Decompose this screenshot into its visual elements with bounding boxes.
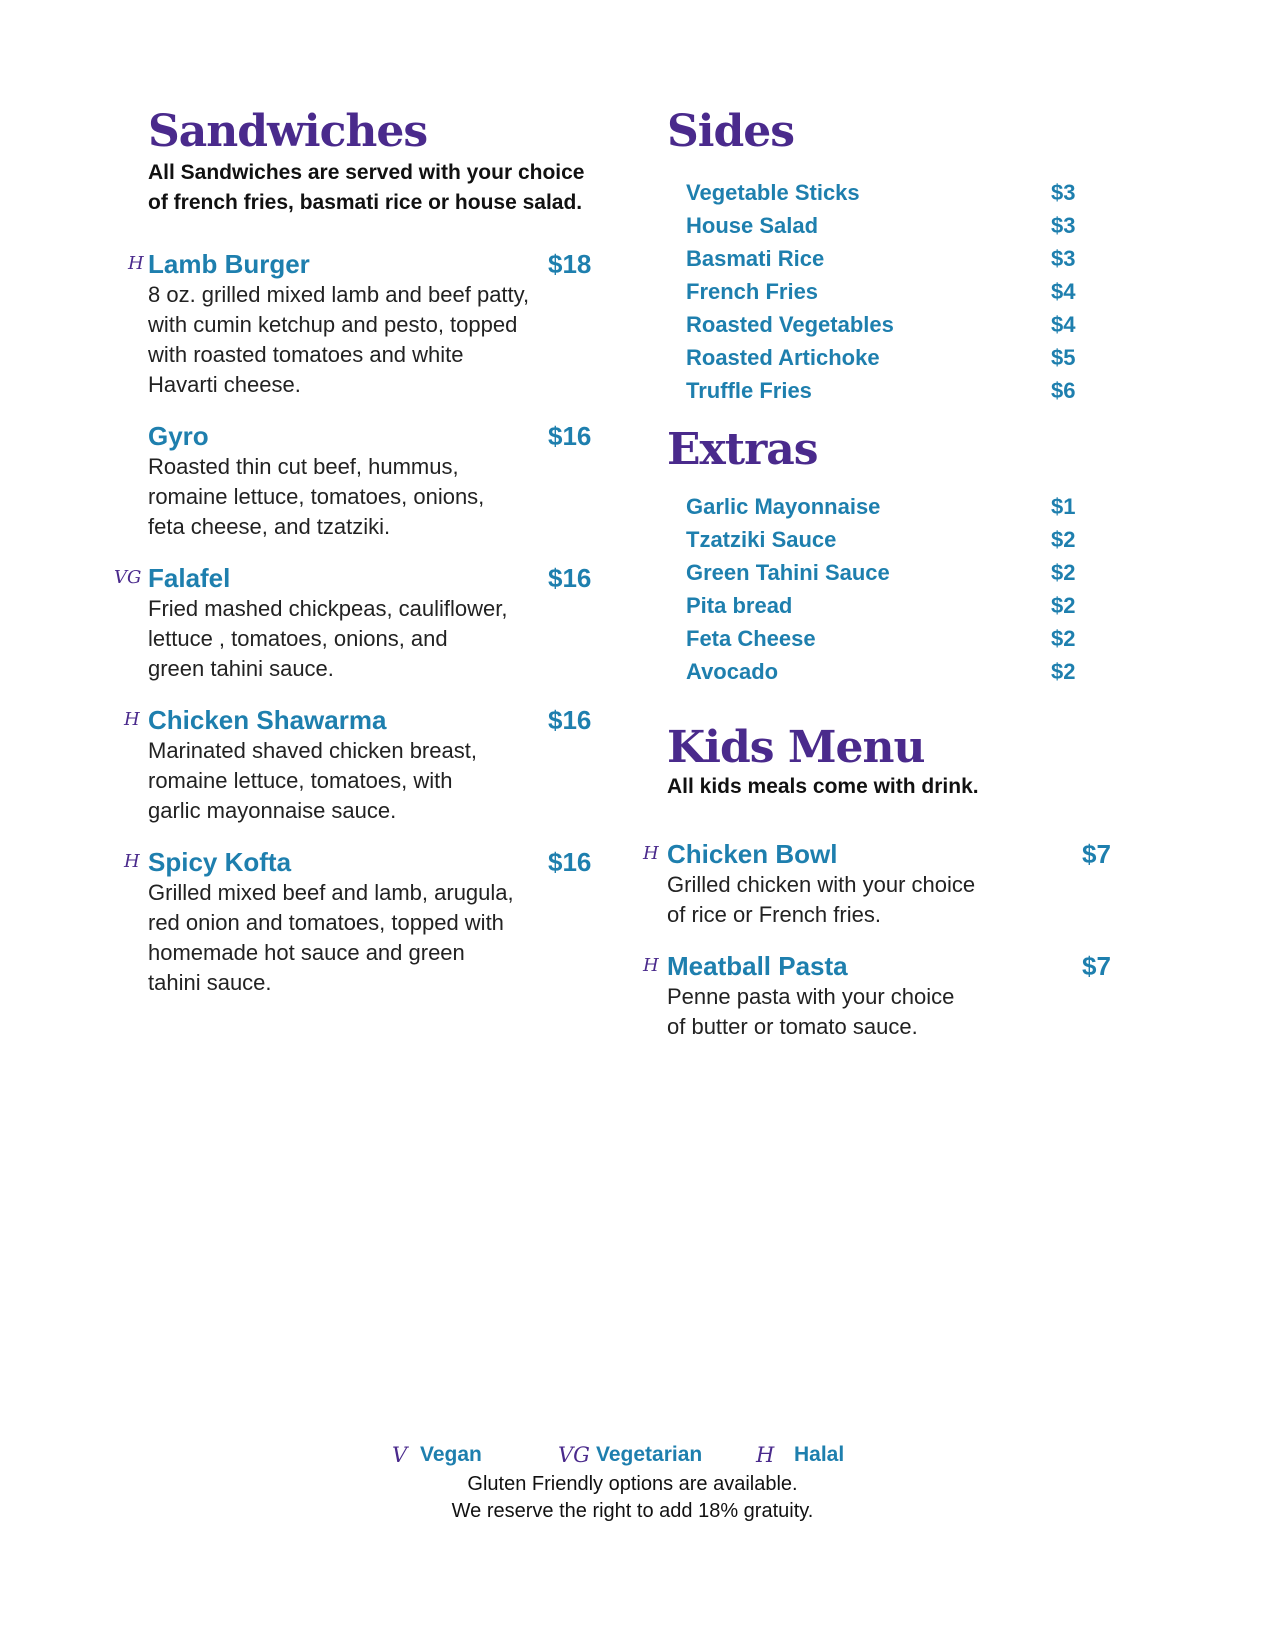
kids-menu-intro: All kids meals come with drink.: [667, 775, 979, 798]
sides-heading: Sides: [667, 106, 795, 157]
halal-tag: H: [643, 955, 659, 976]
extra-name: Green Tahini Sauce: [686, 560, 890, 585]
side-price: $3: [1051, 246, 1076, 271]
sides-row: [686, 178, 1086, 208]
side-price: $3: [1051, 180, 1076, 205]
item-price: $7: [1082, 839, 1111, 869]
item-name: Lamb Burger: [148, 249, 310, 279]
sides-row: [686, 211, 1086, 241]
halal-icon: H: [756, 1443, 775, 1467]
item-description: Marinated shaved chicken breast, romaine lettuce, tomatoes, with garlic mayonnaise sauce.: [148, 738, 477, 823]
extra-price: $2: [1051, 527, 1076, 552]
side-price: $4: [1051, 279, 1076, 304]
sides-row: [686, 244, 1086, 274]
extra-price: $2: [1051, 560, 1076, 585]
sides-row: [686, 343, 1086, 373]
sandwich-item-lamb-burger: [128, 248, 598, 400]
extras-row: [686, 624, 1086, 654]
sandwich-item-chicken-shawarma: [124, 704, 598, 826]
dietary-legend: [0, 1440, 1275, 1470]
sandwich-item-gyro: [148, 420, 598, 542]
vegan-label: Vegan: [420, 1443, 482, 1466]
item-description: Fried mashed chickpeas, cauliflower, lettuce , tomatoes, onions, and green tahini sauce.: [148, 596, 508, 681]
halal-tag: H: [643, 843, 659, 864]
sandwiches-intro-line1: All Sandwiches are served with your choice: [148, 161, 585, 184]
vegetarian-label: Vegetarian: [596, 1443, 703, 1466]
side-name: Roasted Artichoke: [686, 345, 880, 370]
kids-item-chicken-bowl: [643, 838, 1127, 930]
vegetarian-icon: VG: [558, 1443, 590, 1467]
item-name: Chicken Bowl: [667, 839, 838, 869]
halal-tag: H: [124, 851, 140, 872]
sides-row: [686, 376, 1086, 406]
item-description: Grilled mixed beef and lamb, arugula, red onion and tomatoes, topped with homemade hot sauce and green tahini sauce.: [148, 880, 514, 995]
extra-price: $2: [1051, 626, 1076, 651]
extras-row: [686, 591, 1086, 621]
extras-heading: Extras: [667, 424, 818, 475]
item-price: $16: [548, 421, 592, 451]
vegetarian-tag: VG: [114, 567, 142, 588]
side-name: Roasted Vegetables: [686, 312, 894, 337]
extra-price: $2: [1051, 593, 1076, 618]
item-price: $16: [548, 847, 592, 877]
item-price: $16: [548, 563, 592, 593]
item-price: $16: [548, 705, 592, 735]
item-name: Spicy Kofta: [148, 847, 292, 877]
item-name: Chicken Shawarma: [148, 705, 387, 735]
kids-menu-heading: Kids Menu: [667, 722, 925, 773]
kids-item-meatball-pasta: [643, 950, 1127, 1042]
side-price: $3: [1051, 213, 1076, 238]
extras-row: [686, 525, 1086, 555]
side-name: Vegetable Sticks: [686, 180, 860, 205]
item-description: Grilled chicken with your choice of rice or French fries.: [667, 872, 976, 927]
item-description: 8 oz. grilled mixed lamb and beef patty, with cumin ketchup and pesto, topped with roasted tomatoes and white Havarti cheese.: [148, 282, 530, 397]
sides-row: [686, 310, 1086, 340]
extra-name: Pita bread: [686, 593, 793, 618]
item-description: Penne pasta with your choice of butter or tomato sauce.: [667, 984, 955, 1039]
extra-name: Avocado: [686, 659, 779, 684]
item-price: $7: [1082, 951, 1111, 981]
side-name: Truffle Fries: [686, 378, 812, 403]
item-name: Gyro: [148, 421, 209, 451]
sandwiches-heading: Sandwiches: [148, 106, 428, 157]
sandwich-item-falafel: [114, 562, 598, 684]
side-price: $4: [1051, 312, 1076, 337]
halal-tag: H: [124, 709, 140, 730]
item-name: Meatball Pasta: [667, 951, 848, 981]
extra-name: Tzatziki Sauce: [686, 527, 837, 552]
halal-tag: H: [128, 253, 144, 274]
extras-row: [686, 657, 1086, 687]
sandwich-item-spicy-kofta: [124, 846, 598, 998]
extra-name: Garlic Mayonnaise: [686, 494, 881, 519]
halal-label: Halal: [794, 1443, 845, 1466]
side-name: House Salad: [686, 213, 819, 238]
side-price: $6: [1051, 378, 1076, 403]
sandwiches-intro-line2: of french fries, basmati rice or house salad.: [148, 191, 583, 214]
extras-row: [686, 558, 1086, 588]
item-price: $18: [548, 249, 592, 279]
extra-name: Feta Cheese: [686, 626, 816, 651]
vegan-icon: V: [392, 1443, 408, 1467]
sides-row: [686, 277, 1086, 307]
extras-row: [686, 492, 1086, 522]
extra-price: $1: [1051, 494, 1076, 519]
item-name: Falafel: [148, 563, 231, 593]
side-price: $5: [1051, 345, 1076, 370]
extra-price: $2: [1051, 659, 1076, 684]
gratuity-note: We reserve the right to add 18% gratuity.: [451, 1500, 814, 1522]
side-name: Basmati Rice: [686, 246, 825, 271]
item-description: Roasted thin cut beef, hummus, romaine lettuce, tomatoes, onions, feta cheese, and tzatziki.: [148, 454, 485, 539]
gluten-note: Gluten Friendly options are available.: [467, 1473, 798, 1495]
side-name: French Fries: [686, 279, 819, 304]
